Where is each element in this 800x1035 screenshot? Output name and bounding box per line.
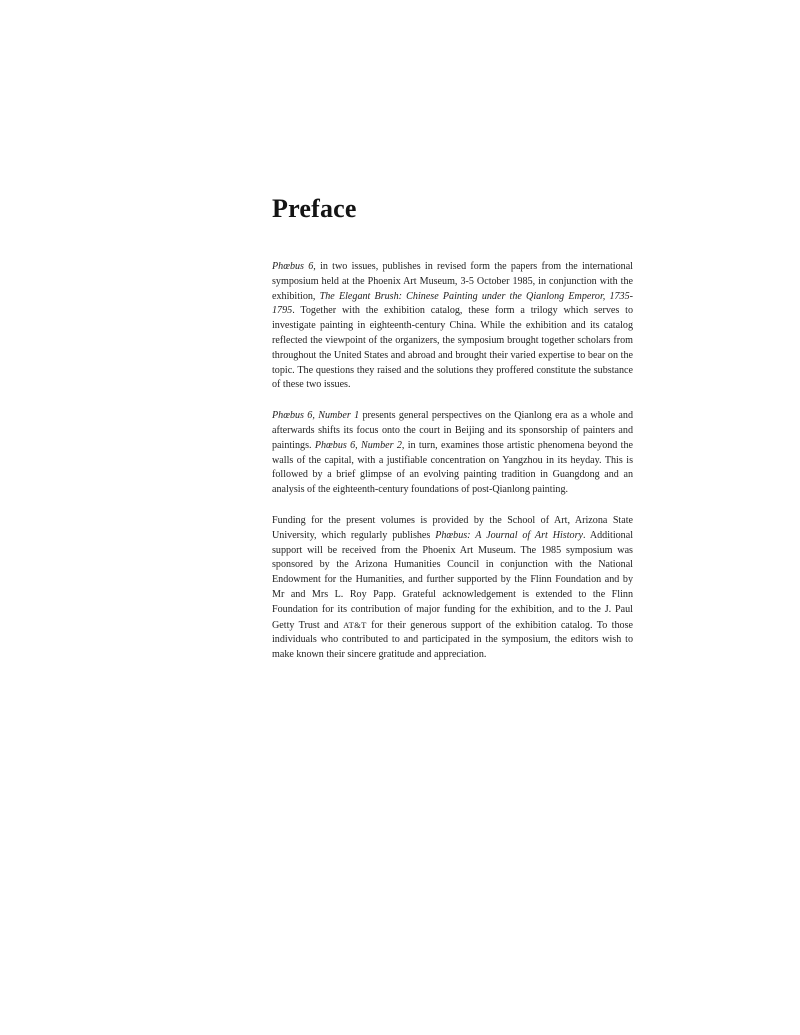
paragraph-text: , in two issues, publishes in revised form the papers from the international symposium held at the Phoenix Art Museum, 3-5 October 1985, in conjunction with the exhibition, — [272, 261, 633, 302]
issue-title-italic: Phœbus 6, Number 1 — [272, 410, 360, 422]
paragraph-text: , in turn, examines those artistic phenomena beyond the walls of the capital, with a justifiable concentration on Yangzhou in its heyday. This is followed by a brief glimpse of an evolving painting tradition in Guangdong and an analysis of the eighteenth-century foundations of post-Qianlong painting. — [272, 439, 633, 496]
journal-title-italic: Phœbus 6 — [272, 261, 314, 272]
paragraph-1 — [272, 260, 633, 393]
page-title: Preface — [272, 194, 357, 223]
paragraph-text: Funding for the present volumes is provided by the School of Art, Arizona State University, which regularly publishes — [272, 514, 633, 541]
issue-title-italic: Phœbus 6, Number 2 — [314, 439, 402, 451]
paragraph-text: . Additional support will be received from the Phoenix Art Museum. The 1985 symposium was sponsored by the Arizona Humanities Council in conjunction with the National Endowment for the Humanities, and further supported by the Flinn Foundation and by Mr and Mrs L. Roy Papp. Grateful acknowledgement is extended to the Flinn Foundation for its contribution of major funding for the exhibition, and to the J. Paul Getty Trust and — [272, 529, 633, 631]
paragraph-2 — [272, 409, 633, 498]
paragraph-text: . Together with the exhibition catalog, these form a trilogy which serves to investigate painting in eighteenth-century China. While the exhibition and its catalog reflected the viewpoint of the organizers, the symposium brought together scholars from throughout the United States and abroad and brought their varied expertise to bear on the topic. The questions they raised and the solutions they proffered constitute the substance of these two issues. — [272, 305, 633, 391]
paragraph-text: presents general perspectives on the Qianlong era as a whole and afterwards shifts its focus onto the court in Beijing and its sponsorship of painters and paintings. — [272, 410, 633, 451]
paragraph-text: for their generous support of the exhibition catalog. To those individuals who contributed to and participated in the symposium, the editors wish to make known their sincere gratitude and appreciation. — [272, 619, 633, 661]
journal-title-italic: Phœbus: A Journal of Art History — [435, 529, 583, 541]
sponsor-name-smallcaps: AT&T — [343, 619, 367, 630]
exhibition-title-italic: The Elegant Brush: Chinese Painting under the Qianlong Emperor, 1735-1795 — [272, 290, 634, 317]
body-text — [272, 260, 633, 679]
paragraph-3 — [272, 514, 633, 663]
